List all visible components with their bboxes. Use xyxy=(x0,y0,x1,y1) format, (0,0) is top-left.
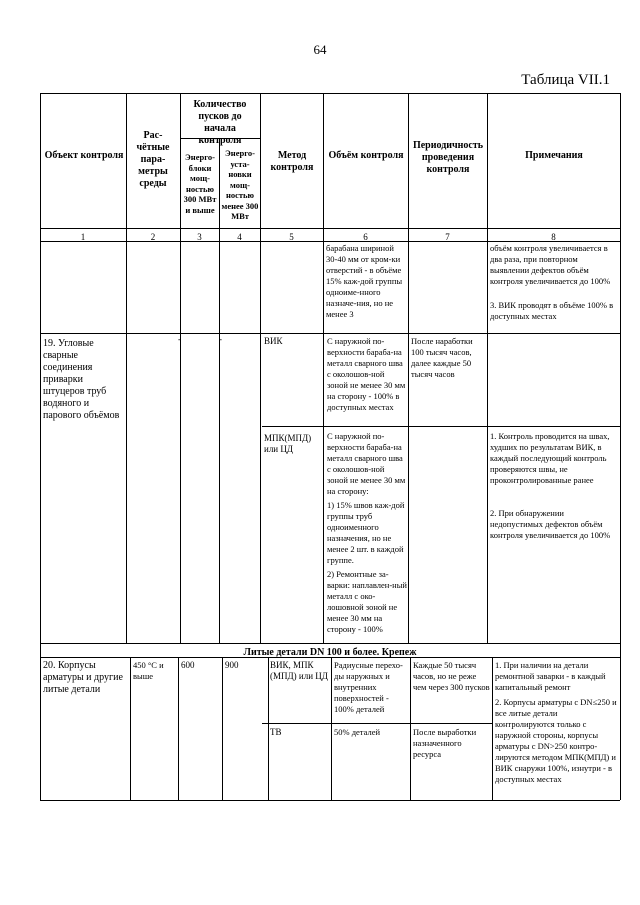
col-number: 4 xyxy=(237,232,242,242)
row20-period-1: Каждые 50 тысяч часов, но не реже чем через 300 пусков xyxy=(413,660,490,692)
header-method: Метод контроля xyxy=(270,150,314,173)
header-params: Рас-чётные пара-метры среды xyxy=(136,130,170,189)
cont-note-2: 3. ВИК проводят в объёме 100% в доступных местах xyxy=(490,300,614,321)
row20-params: 450 °С и выше xyxy=(133,660,164,681)
header-units-small: Энерго-уста-новки мощ-ностью менее 300 МВт xyxy=(221,148,259,221)
row19-volume-2-item2: 2) Ремонтные за-варки: наплавлен-ный металл с око-лошовной зоной не менее 30 мм на сторону - 100% xyxy=(327,569,407,634)
row19-method-2: МПК(МПД) или ЦД xyxy=(264,433,312,454)
section-title: Литые детали DN 100 и более. Крепеж xyxy=(243,647,417,658)
row19-dash-1: - xyxy=(178,334,181,344)
row19-note-2: 2. При обнаружении недопустимых дефектов объём контроля увеличивается до 100% xyxy=(490,508,611,540)
col-number: 5 xyxy=(289,232,294,242)
header-volume: Объём контроля xyxy=(328,150,404,161)
row19-method-1: ВИК xyxy=(264,336,283,346)
cont-volume: барабана шириной 30-40 мм от кром-ки отверстий - в объёме 15% каж-дой группы одноиме-нного назначе-ния, но не менее 3 xyxy=(326,243,403,319)
table-title: Таблица VII.1 xyxy=(521,72,610,88)
header-units-power: Энерго-блоки мощ-ностью 300 МВт и выше xyxy=(183,152,217,215)
page-number: 64 xyxy=(313,42,327,57)
header-starts-group: Количество пусков до начала контроля xyxy=(193,99,247,146)
col-number: 8 xyxy=(551,232,556,242)
row19-volume-1: С наружной по-верхности бараба-на металл сварного шва с околошов-ной зоной не менее 30 мм на сторону - 100% в доступных местах xyxy=(327,336,406,412)
row20-note-1: 1. При наличии на детали ремонтной заварки - в каждый капитальный ремонт xyxy=(495,660,606,692)
row20-volume-1: Радиусные перехо-ды наружных и внутренних поверхностей - 100% деталей xyxy=(334,660,403,714)
row20-starts-small: 900 xyxy=(225,660,239,670)
row20-period-2: После выработки назначенного ресурса xyxy=(413,727,477,759)
row19-dash-2: - xyxy=(219,334,222,344)
row20-note-2: 2. Корпусы арматуры с DN≤250 и все литые детали контролируются только с наружной стороны, корпусы арматуры с DN>250 контро-лируются методом МПК(МПД) и ВИК снаружи 100%, изнутри - в доступных местах xyxy=(495,697,617,784)
header-object: Объект контроля xyxy=(44,150,124,161)
row19-period-1: После наработки 100 тысяч часов, далее каждые 50 тысяч часов xyxy=(411,336,473,379)
row19-volume-2-intro: С наружной по-верхности бараба-на металл сварного шва с околошов-ной зоной не менее 30 мм на сторону: xyxy=(327,431,406,496)
row20-method-2: ТВ xyxy=(270,727,282,737)
col-number: 2 xyxy=(150,232,156,242)
col-number: 3 xyxy=(197,232,202,242)
row19-note-1: 1. Контроль проводится на швах, худших по результатам ВИК, в каждый последующий контроль проверяются швы, не проконтролированные ранее xyxy=(490,431,610,485)
header-notes: Примечания xyxy=(525,150,583,161)
col-number: 1 xyxy=(80,232,86,242)
row20-method-1: ВИК, МПК (МПД) или ЦД xyxy=(270,660,328,681)
row19-object: 19. Угловые сварные соединения приварки штуцеров труб водяного и парового объёмов xyxy=(43,338,120,421)
row19-volume-2-item1: 1) 15% швов каж-дой группы труб одноименного назначения, но не менее 2 шт. в каждой группе. xyxy=(327,500,405,565)
row20-volume-2: 50% деталей xyxy=(334,727,381,737)
row20-starts-power: 600 xyxy=(181,660,195,670)
col-number: 6 xyxy=(363,232,368,242)
col-number: 7 xyxy=(445,232,450,242)
cont-note-1: объём контроля увеличивается в два раза, при повторном выявлении дефектов объём контроля увеличивается до 100% xyxy=(490,243,611,286)
header-period: Периодичность проведения контроля xyxy=(412,140,484,175)
row19-volume-2 xyxy=(327,431,407,638)
row20-object: 20. Корпусы арматуры и другие литые детали xyxy=(43,660,123,695)
